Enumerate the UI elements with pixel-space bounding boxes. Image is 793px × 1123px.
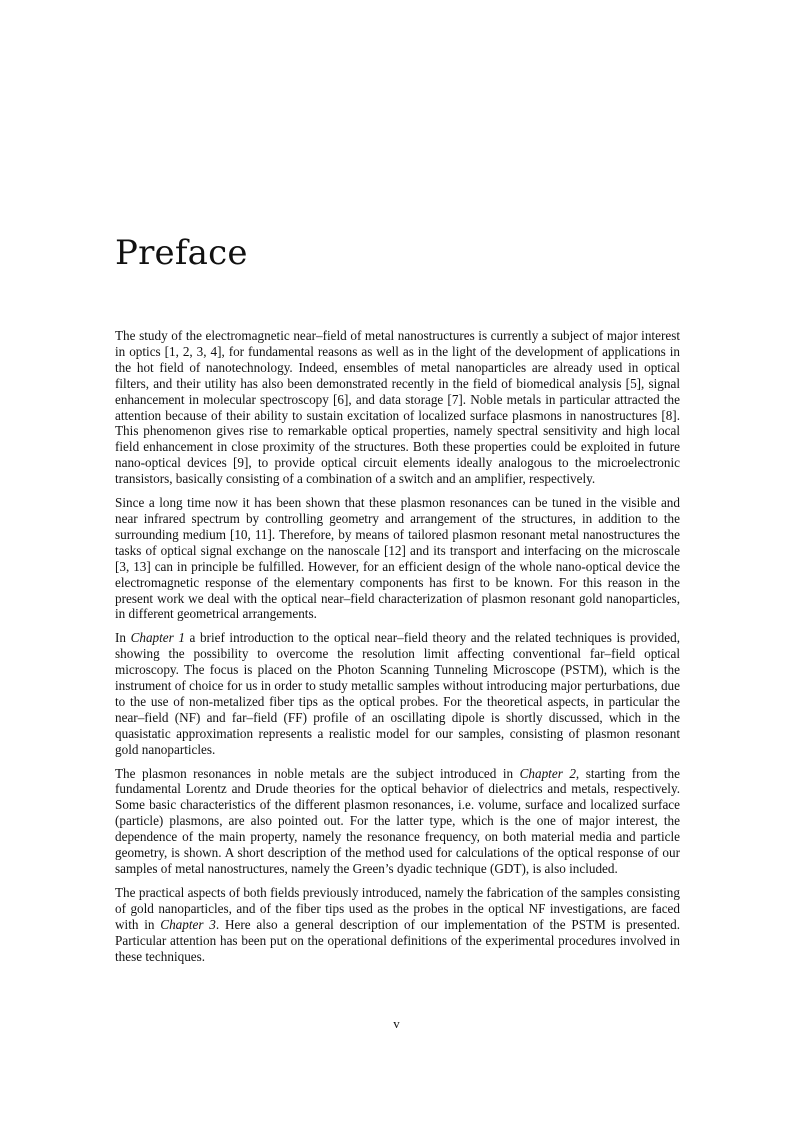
paragraph-text: . Here also a general description of our implementation of the PSTM is presented. Particular attention has been put on the operational definitions of the experimental procedures involved in these techniques. (115, 916, 681, 964)
paragraph-text: The study of the electromagnetic near–field of metal nanostructures is currently a subject of major interest in optics [1, 2, 3, 4], for fundamental reasons as well as in the light of the development of applications in the hot field of nanotechnology. Indeed, ensembles of metal nanoparticles are already used in optical filters, and their utility has also been demonstrated recently in the field of biomedical analysis [5], signal enhancement in molecular spectroscopy [6], and data storage [7]. Noble metals in particular attracted the attention because of their ability to sustain excitation of localized surface plasmons in nanostructures [8]. This phenomenon gives rise to remarkable optical properties, namely spectral sensitivity and high local field enhancement in close proximity of the structures. Both these properties could be exploited in future nano-optical devices [9], to provide optical circuit elements ideally analogous to the microelectronic transistors, basically consisting of a combination of a switch and an amplifier, respectively. (115, 328, 680, 487)
paragraph (115, 885, 680, 965)
chapter-reference: Chapter 2 (519, 765, 576, 781)
paragraph (115, 328, 680, 487)
page-number: v (393, 1016, 400, 1031)
paragraph-text: Since a long time now it has been shown that these plasmon resonances can be tuned in the visible and near infrared spectrum by controlling geometry and arrangement of the structures, in addition to the surrounding medium [10, 11]. Therefore, by means of tailored plasmon resonant metal nanostructures the tasks of optical signal exchange on the nanoscale [12] and its transport and interfacing on the microscale [3, 13] can in principle be fulfilled. However, for an efficient design of the whole nano-optical device the electromagnetic response of the elementary components has first to be known. For this reason in the present work we deal with the optical near–field characterization of plasmon resonant gold nanoparticles, in different geometrical arrangements. (115, 495, 680, 622)
chapter-reference: Chapter 1 (130, 630, 185, 646)
paragraph (115, 630, 680, 757)
paragraph-text: , starting from the fundamental Lorentz and Drude theories for the optical behavior of dielectrics and metals, respectively. Some basic characteristics of the different plasmon resonances, i.e. volume, surface and localized surface (particle) plasmons, are also pointed out. For the latter type, which is the one of major interest, the dependence of the main property, namely the resonance frequency, on both material media and particle geometry, is shown. A short description of the method used for calculations of the optical response of our samples of metal nanostructures, namely the Green’s dyadic technique (GDT), is also included. (115, 765, 680, 876)
page-title: Preface (115, 233, 248, 273)
paragraph-text: The plasmon resonances in noble metals are the subject introduced in (115, 765, 520, 781)
paragraph (115, 766, 680, 877)
paragraph-text: The practical aspects of both fields previously introduced, namely the fabrication of the samples consisting of gold nanoparticles, and of the fiber tips used as the probes in the optical NF investigations, are faced with in (115, 884, 680, 932)
paragraph-text: In (115, 630, 131, 646)
chapter-reference: Chapter 3 (160, 916, 216, 932)
preface-body (115, 328, 680, 972)
paragraph (115, 495, 680, 622)
paragraph-text: a brief introduction to the optical near–field theory and the related techniques is provided, showing the possibility to overcome the resolution limit affecting conventional far–field optical microscopy. The focus is placed on the Photon Scanning Tunneling Microscope (PSTM), which is the instrument of choice for us in order to study metallic samples without introducing major perturbations, due to the use of non-metalized fiber tips as the optical probes. For the theoretical aspects, in particular the near–field (NF) and far–field (FF) profile of an oscillating dipole is shortly discussed, which in the quasistatic approximation represents a realistic model for our samples, consisting of plasmon resonant gold nanoparticles. (115, 630, 680, 757)
